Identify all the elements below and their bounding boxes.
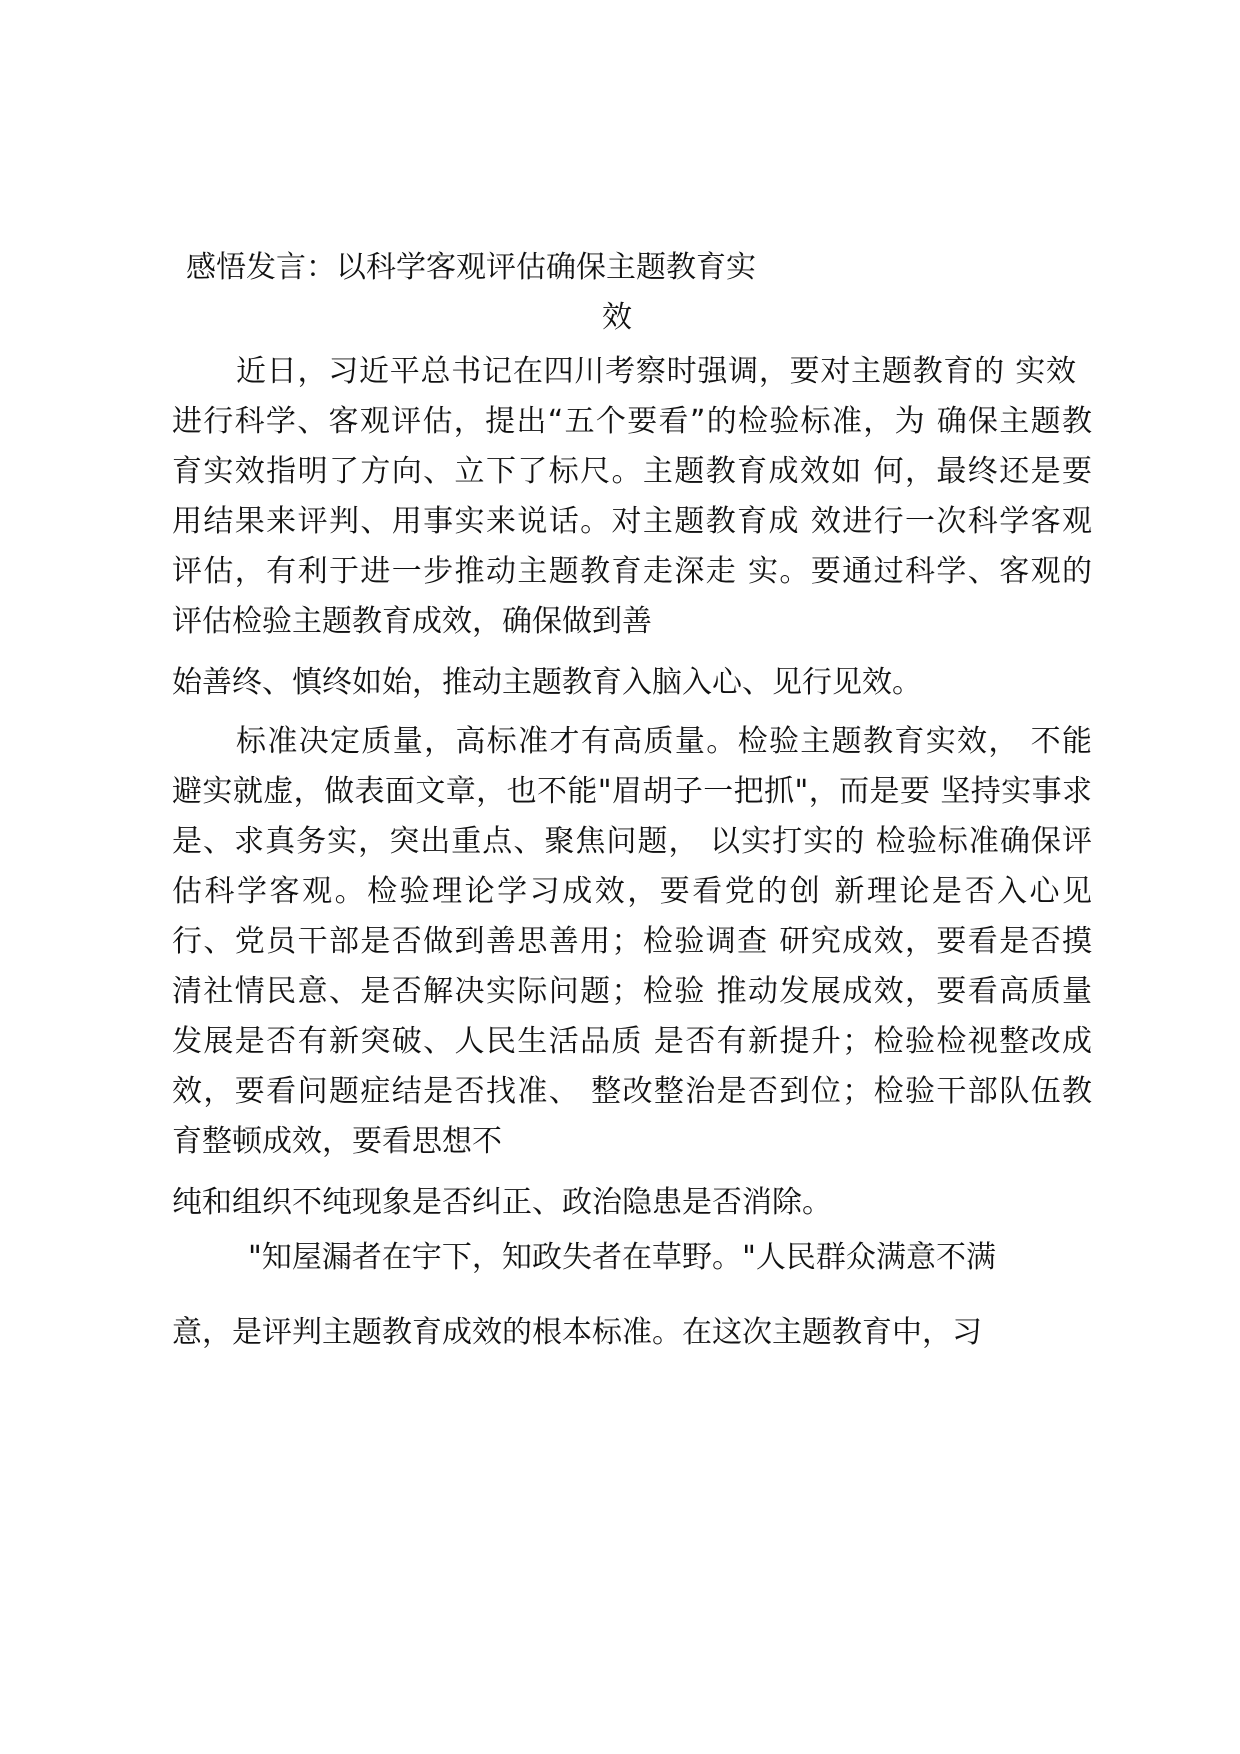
paragraph-2-line-5: 行、党员干部是否做到善思善用；检验调查 研究成效，要看是否摸	[172, 924, 1092, 959]
paragraph-2-line-8: 效，要看问题症结是否找准、 整改整治是否到位；检验干部队伍教	[172, 1074, 1092, 1109]
paragraph-3-line-1: "知屋漏者在宇下，知政失者在草野。"人民群众满意不满	[248, 1240, 996, 1275]
paragraph-2-line-3: 是、求真务实，突出重点、聚焦问题， 以实打实的 检验标准确保评	[172, 824, 1092, 859]
paragraph-2-tail: 纯和组织不纯现象是否纠正、政治隐患是否消除。	[172, 1185, 832, 1220]
paragraph-2-line-7: 发展是否有新突破、人民生活品质 是否有新提升；检验检视整改成	[172, 1024, 1092, 1059]
paragraph-1-line-3: 育实效指明了方向、立下了标尺。主题教育成效如 何，最终还是要	[172, 454, 1092, 489]
document-title-line-2: 效	[602, 300, 632, 335]
paragraph-2-line-1: 标准决定质量，高标准才有高质量。检验主题教育实效， 不能	[236, 724, 1092, 759]
document-title-line-1: 感悟发言：以科学客观评估确保主题教育实	[186, 250, 756, 285]
paragraph-2-line-9: 育整顿成效，要看思想不	[172, 1124, 502, 1159]
paragraph-2-line-6: 清社情民意、是否解决实际问题；检验 推动发展成效，要看高质量	[172, 974, 1092, 1009]
paragraph-1-line-1: 近日，习近平总书记在四川考察时强调，要对主题教育的 实效	[236, 354, 1076, 389]
paragraph-1-line-4: 用结果来评判、用事实来说话。对主题教育成 效进行一次科学客观	[172, 504, 1092, 539]
paragraph-1-line-2: 进行科学、客观评估，提出“五个要看”的检验标准，为 确保主题教	[172, 404, 1092, 439]
paragraph-1-line-6: 评估检验主题教育成效，确保做到善	[172, 604, 652, 639]
paragraph-2-line-4: 估科学客观。检验理论学习成效，要看党的创 新理论是否入心见	[172, 874, 1092, 909]
paragraph-2-line-2: 避实就虚，做表面文章，也不能"眉胡子一把抓"，而是要 坚持实事求	[172, 774, 1092, 809]
paragraph-1-line-5: 评估，有利于进一步推动主题教育走深走 实。要通过科学、客观的	[172, 554, 1092, 589]
paragraph-3-line-2: 意，是评判主题教育成效的根本标准。在这次主题教育中，习	[172, 1315, 982, 1350]
paragraph-1-tail: 始善终、慎终如始，推动主题教育入脑入心、见行见效。	[172, 665, 922, 700]
